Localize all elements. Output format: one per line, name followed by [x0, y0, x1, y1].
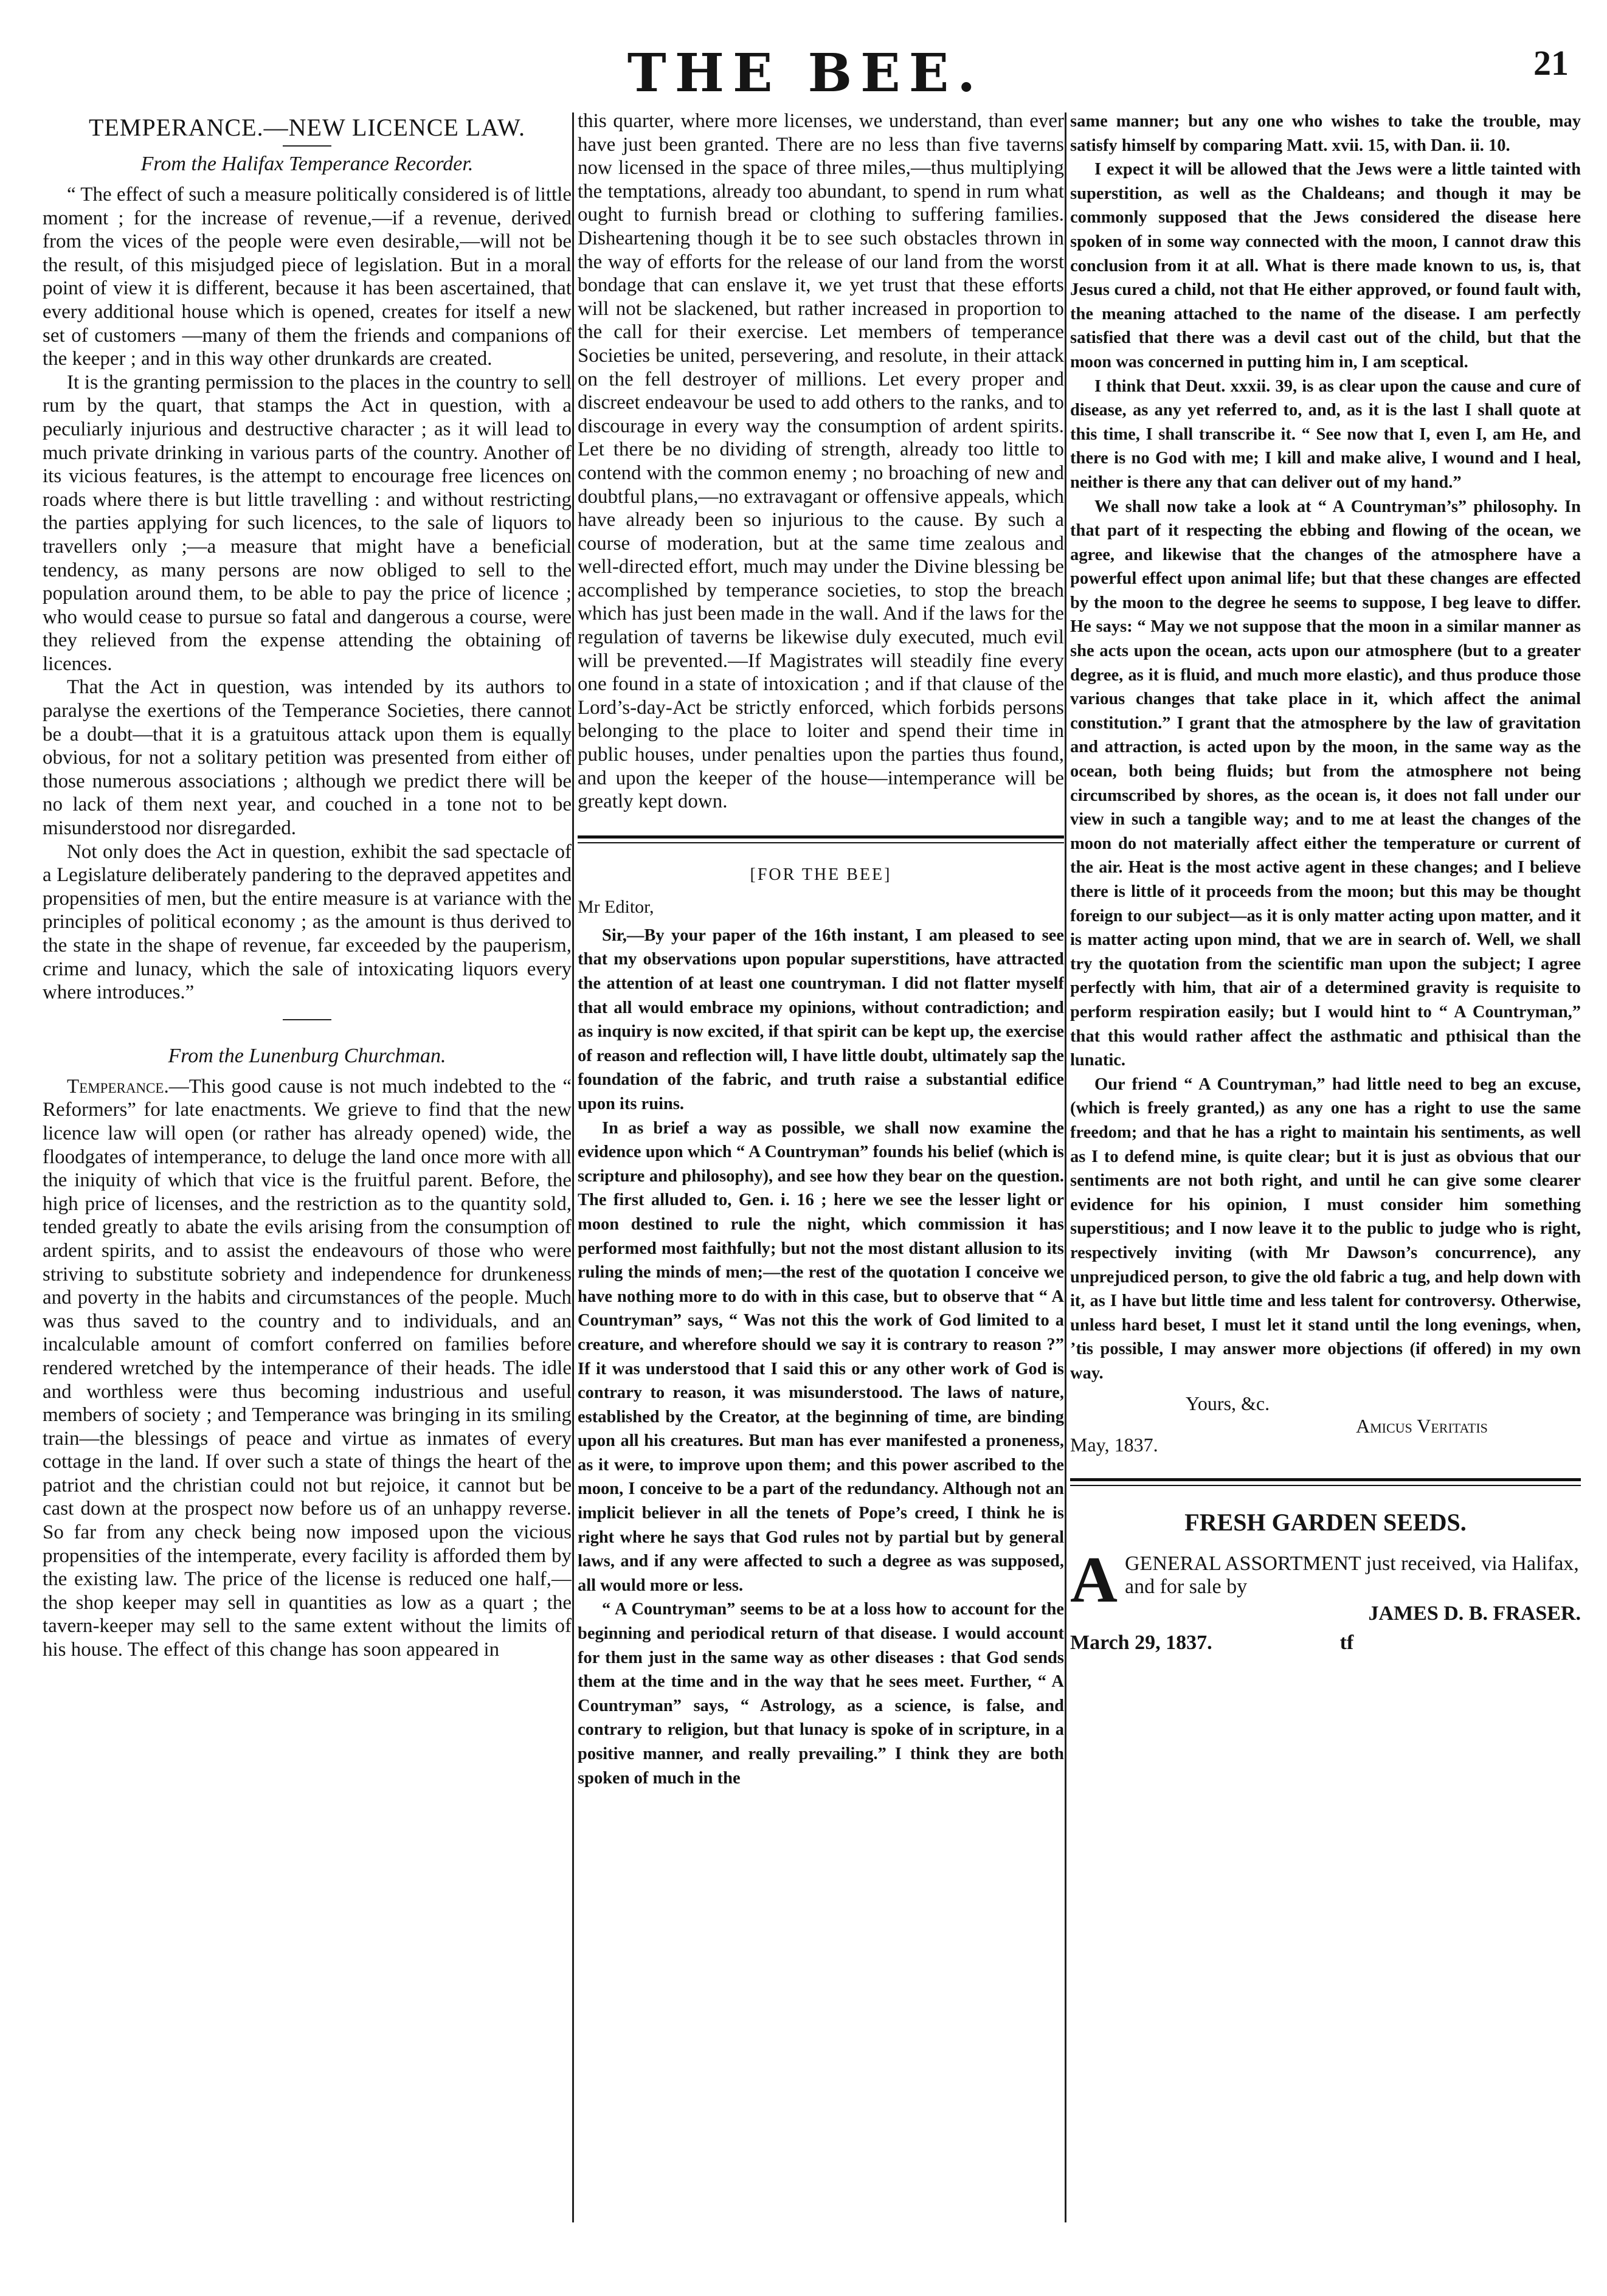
letter-source: [FOR THE BEE] — [750, 865, 892, 884]
letter-date: May, 1837. — [1070, 1434, 1158, 1456]
section-rule — [283, 1019, 331, 1020]
newspaper-title: THE BEE. — [627, 43, 984, 104]
letter-paragraph: I think that Deut. xxxii. 39, is as clear upon the cause and cure of disease, as any yet referred to, and, as it is the last I shall quote at this time, I shall transcribe it. “ See now that I, even I, am He, and there is no God with me; I kill and make alive, I wound and I heal, neither is there any that can deliver out of my hand.” — [1070, 376, 1581, 492]
salutation: Mr Editor, — [578, 896, 654, 917]
heading-rule — [283, 145, 331, 147]
advert-date — [1070, 1631, 1581, 1655]
letter-paragraph: I expect it will be allowed that the Jews were a little tainted with superstition, as well as the Chaldeans; and though it may be commonly supposed that the Jews considered the disease here spoken of in some way connected with the moon, I cannot draw this conclusion from it at all. What is there made known to us, is, that Jesus cured a child, not that He either approved, or found fault with, the meaning attached to the name of the disease. I am perfectly satisfied that there was a devil cast out of the child, but that the moon was concerned in putting him in, I am sceptical. — [1070, 160, 1581, 372]
article-paragraph: That the Act in question, was intended by its authors to paralyse the exertions of the Temperance Societies, there cannot be a doubt—that it is a gratuitous attack upon them is equally obvious, for not a solitary petition was presented from either of those numerous associations ; although we predict there will be no lack of them next year, and couched in a tone not to be misunderstood nor disregarded. — [43, 676, 572, 840]
letter-paragraph: “ A Countryman” seems to be at a loss how to account for the beginning and periodical return of that disease. I would account for them just in the same way as other diseases : that God sends them at the time and in the way that he sees meet. Further, “ A Countryman” says, “ Astrology, as a science, is false, and contrary to religion, but that lunacy is spoke of in scripture, in a positive manner, and really prevailing.” I think they are both spoken of much in the — [578, 1600, 1064, 1788]
section-rule — [578, 842, 1064, 843]
article-heading: TEMPERANCE.—NEW LICENCE LAW. — [88, 114, 526, 141]
advert-date-text: March 29, 1837. — [1070, 1631, 1212, 1655]
advert-body — [1070, 1544, 1581, 1625]
section-rule — [1070, 1485, 1581, 1486]
article-source: From the Halifax Temperance Recorder. — [140, 153, 474, 175]
article-paragraph — [43, 1075, 572, 1662]
page-number: 21 — [1533, 43, 1569, 83]
article-paragraph: Not only does the Act in question, exhibit the sad spectacle of a Legislature deliberately pandering to the depraved appetites and propensities of men, but the entire measure is at variance with the principles of political economy ; as the amount is thus derived to the state in the shape of revenue, far exceeded by the pauperism, crime and lunacy, which the sale of intoxicating liquors every where introduces.” — [43, 840, 572, 1004]
masthead — [43, 36, 1569, 116]
letter-paragraph: In as brief a way as possible, we shall now examine the evidence upon which “ A Countryman” founds his belief (which is scripture and philosophy), and see how they bear on the question. The first alluded to, Gen. i. 16 ; here we see the lesser light or moon destined to rule the night, which commission it has performed most faithfully; but not the most distant allusion to its ruling the minds of men;—the rest of the quotation I conceive we have nothing more to do with in this case, but to observe that “ A Countryman” says, “ Was not this the work of God limited to a creature, and wherefore should we say it is contrary to reason ?” If it was understood that I said this or any other work of God is contrary to reason, it was misunderstood. The laws of nature, established by the Creator, at the beginning of time, are binding upon all his creatures. But man has ever manifested a proneness, as it were, to improve upon them; and this power ascribed to the moon, I conceive to be a part of the redundancy. Although not an implicit believer in all the tenets of Pope’s creed, I think he is right where he says that God rules not by partial but by general laws, and if any were affected to such a degree as was supposed, all would more or less. — [578, 1118, 1064, 1595]
column-rule — [1065, 112, 1066, 2222]
advert-heading: FRESH GARDEN SEEDS. — [1184, 1509, 1467, 1537]
signature: Amicus Veritatis — [1356, 1415, 1488, 1437]
letter-continuation: same manner; but any one who wishes to take the trouble, may satisfy himself by comparing Matt. xvii. 15, with Dan. ii. 10. — [1070, 112, 1581, 155]
column-2 — [578, 109, 1064, 2250]
advert-code: tf — [1339, 1631, 1354, 1655]
lead-word: Temperance. — [67, 1075, 169, 1098]
closing: Yours, &c. — [1186, 1392, 1270, 1415]
merchant-name: JAMES D. B. FRASER. — [1368, 1602, 1581, 1625]
column-1 — [43, 109, 572, 2250]
letter-paragraph: We shall now take a look at “ A Countryman’s” philosophy. In that part of it respecting the ebbing and flowing of the ocean, we agree, and likewise that the changes of the atmosphere have a powerful effect upon animal life; but that these changes are effected by the moon to the degree he seems to suppose, I beg leave to differ. He says: “ May we not suppose that the moon in a similar manner as she acts upon the ocean, acts upon our atmosphere (but to a greater degree, as it is fluid, and much more elastic), and thus produce those various changes that take place in it, which affect the animal constitution.” I grant that the atmosphere by the law of gravitation and attraction, is acted upon by the moon, in the same way as the ocean, both being fluids; but from the atmosphere not being circumscribed by shores, as the ocean is, it does not fall under our view in such a tangible way; and to me at least the changes of the moon do not materially affect either the temperature or current of the air. Heat is the most active agent in these changes; and I believe there is little of it proceeds from the moon; but this may be thought foreign to our subject—as it is only matter acting upon matter, and it is matter acting upon mind, that we are in search of. Well, we shall try the quotation from the scientific man upon the subject; I agree perfectly with him, that air of a determined gravity is requisite to perform respiration easily; but I would hint to “ A Countryman,” that this would rather affect the asthmatic and pthisical than the lunatic. — [1070, 497, 1581, 1070]
letter-paragraph: Sir,—By your paper of the 16th instant, I am pleased to see that my observations upon popular superstitions, have attracted the attention of at least one countryman. I did not flatter myself that all would embrace my opinions, without contradiction; and as inquiry is now excited, if that spirit can be kept up, the exercise of reason and reflection will, I have little doubt, ultimately sap the foundation of the fabric, and truth raise a substantial edifice upon its ruins. — [578, 925, 1064, 1113]
paragraph-text: —This good cause is not much indebted to the “ Reformers” for late enactments. We grieve to find that the new licence law will open (or rather has already opened) wide, the floodgates of intemperance, to deluge the land once more with all the iniquity of which that vice is the fruitful parent. Before, the high price of licenses, and the restriction as to the quantity sold, tended greatly to abate the evils arising from the consumption of ardent spirits, and to assist the endeavours of those who were striving to substitute sobriety and independence for drunkeness and poverty in the habits and circumstances of the people. Much was thus saved to the country and to individuals, and an incalculable amount of comfort conferred on families before rendered wretched by the intemperance of their heads. The idle and worthless were thus becoming industrious and useful members of society ; and Temperance was bringing in its smiling train—the blessings of peace and virtue as inmates of every cottage in the land. If over such a state of things the heart of the patriot and the christian could not but rejoice, it cannot but be cast down at the prospect now before us of an unhappy reverse. So far from any check being now imposed upon the vicious propensities of the intemperate, every facility is afforded them by the existing law. The price of the license is reduced one half,—the shop keeper may sell in quantities as low as a quart ; the tavern-keeper may sell to the same extent without the limits of his house. The effect of this change has soon appeared in — [43, 1075, 572, 1661]
advert-dropcap: A — [1070, 1544, 1118, 1617]
section-rule — [578, 835, 1064, 839]
article-source: From the Lunenburg Churchman. — [168, 1044, 446, 1067]
article-continuation: this quarter, where more licenses, we understand, than ever have just been granted. There are no less than five taverns now licensed in the space of three miles,—thus multiplying the temptations, already too abundant, to spend in rum what ought to furnish bread or clothing to suffering families. Disheartening though it be to see such obstacles thrown in the way of efforts for the release of our land from the worst bondage that can enslave it, we yet trust that these efforts will not be slackened, but rather increased in proportion to the call for their exercise. Let members of temperance Societies be united, persevering, and resolute, in their attack on the fell destroyer of millions. Let every proper and discreet endeavour be used to add others to the ranks, and to discourage in every way the consumption of ardent spirits. Let there be no dividing of strength, already too little to contend with the common enemy ; no broaching of new and doubtful plans,—no extravagant or offensive appeals, which have already been so injurious to the cause. By such a course of moderation, but at the same time zealous and well-directed effort, much may under the Divine blessing be accomplished by temperance societies, to stop the breach which has just been made in the wall. And if the laws for the regulation of taverns be likewise duly executed, much evil will be prevented.—If Magistrates will steadily fine every one found in a state of intoxication ; and if that clause of the Lord’s-day-Act be strictly enforced, which forbids persons belonging to the place to loiter and spend their time in public houses, under penalties upon the parties thus found, and upon the keeper of the house—intemperance will be greatly kept down. — [578, 110, 1064, 813]
section-rule — [1070, 1478, 1581, 1481]
column-3 — [1070, 109, 1581, 2250]
advert-text: GENERAL ASSORTMENT just received, via Halifax, and for sale by — [1125, 1552, 1579, 1599]
article-paragraph: It is the granting permission to the places in the country to sell rum by the quart, that stamps the Act in question, with a peculiarly injurious and destructive character ; as it will lead to much private drinking in various parts of the country. Another of its vicious features, is the attempt to encourage free licences on roads where there is but little travelling : and without restricting the parties applying for such licences, to the sale of liquors to travellers only ;—a measure that might have a beneficial tendency, as many persons are now obliged to sell to the population around them, to be able to pay the price of licence ; who would cease to pursue so fatal and dangerous a course, were they relieved from the expense attending the obtaining of licences. — [43, 371, 572, 675]
column-rule — [572, 112, 574, 2222]
article-paragraph: “ The effect of such a measure politically considered is of little moment ; for the increase of revenue,—if a revenue, derived from the vices of the people were even desirable,—will not be the result, of this misjudged piece of legislation. But in a moral point of view it is different, because it has been ascertained, that every additional house which is opened, creates for itself a new set of customers —many of them the friends and companions of the keeper ; and in this way other drunkards are created. — [43, 184, 572, 370]
letter-paragraph: Our friend “ A Countryman,” had little need to beg an excuse, (which is freely granted,) as any one has a right to use the same freedom; and that he has a right to maintain his sentiments, as well as I to defend mine, is quite clear; but it is just as obvious that our sentiments are not both right, and until he can give some clearer evidence for his opinion, I must consider him something superstitious; and I now leave it to the public to judge who is right, respectively inviting (with Mr Dawson’s concurrence), any unprejudiced person, to give the old fabric a tug, and help down with it, as I have but little time and less talent for controversy. Otherwise, unless hard beset, I must let it stand until the long evenings, when, ’tis possible, I may answer more objections (if offered) in my own way. — [1070, 1074, 1581, 1383]
